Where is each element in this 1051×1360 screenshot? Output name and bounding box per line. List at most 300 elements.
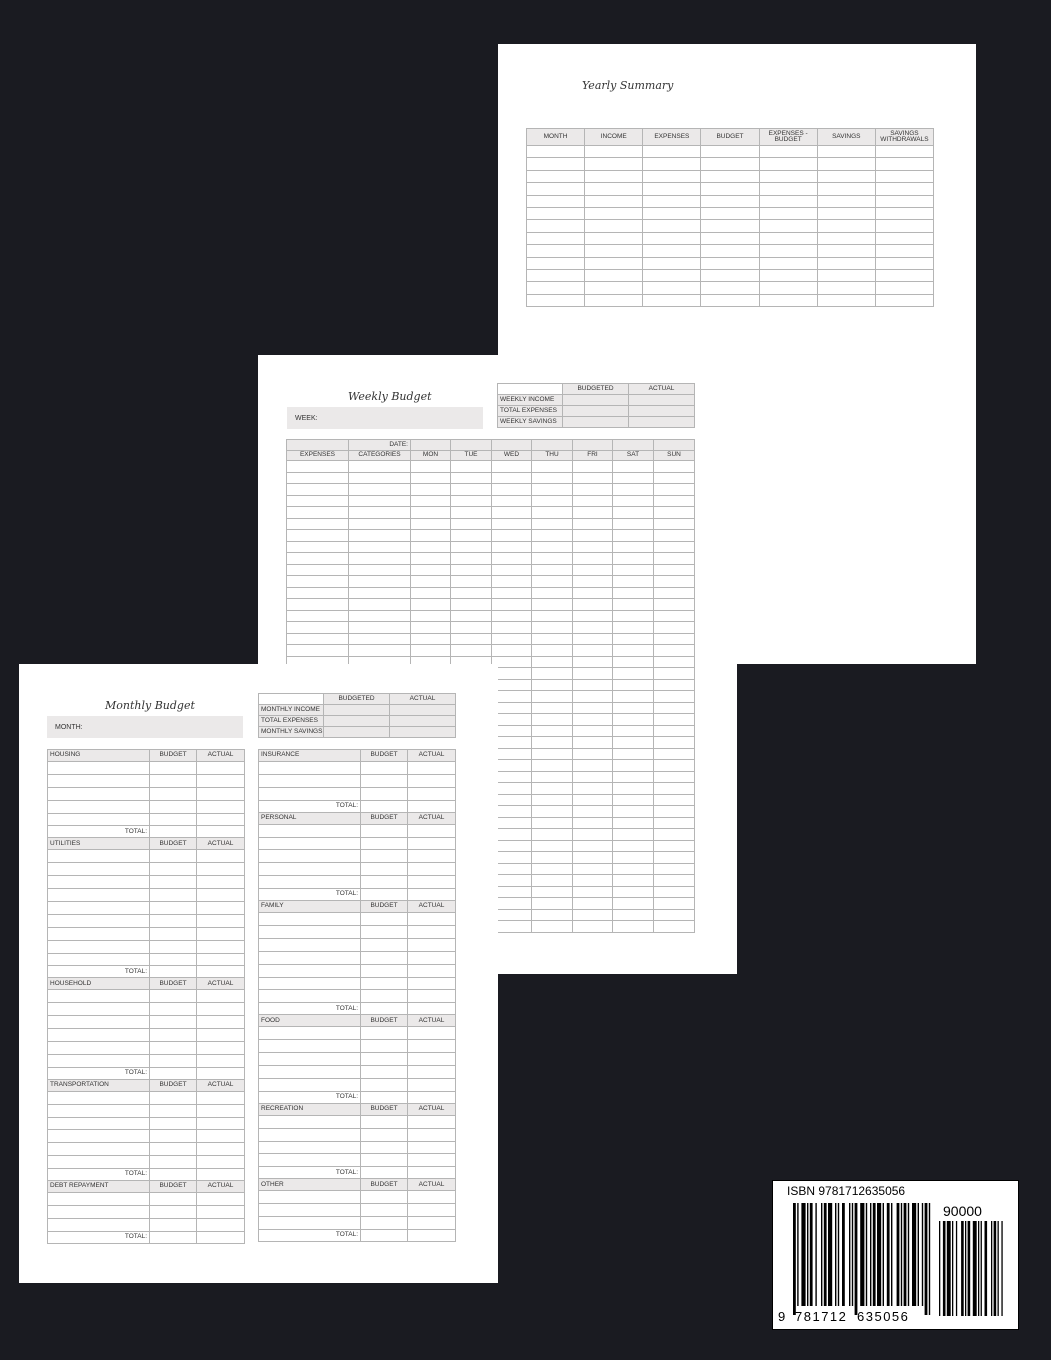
section-cell[interactable] <box>150 1193 197 1206</box>
weekly-cell[interactable] <box>411 507 451 519</box>
yearly-cell[interactable] <box>643 146 701 158</box>
weekly-cell[interactable] <box>654 484 695 496</box>
weekly-cell[interactable] <box>613 886 654 898</box>
weekly-cell[interactable] <box>573 587 613 599</box>
section-cell[interactable] <box>48 1091 150 1104</box>
yearly-cell[interactable] <box>701 294 759 306</box>
weekly-cell[interactable] <box>411 610 451 622</box>
weekly-cell[interactable] <box>287 541 349 553</box>
weekly-cell[interactable] <box>411 530 451 542</box>
section-cell[interactable] <box>48 940 150 953</box>
weekly-cell[interactable] <box>411 472 451 484</box>
weekly-summary-actual-cell[interactable] <box>629 406 695 417</box>
section-cell[interactable] <box>150 1206 197 1219</box>
weekly-cell[interactable] <box>532 829 573 841</box>
section-cell[interactable] <box>259 951 361 964</box>
weekly-cell[interactable] <box>287 599 349 611</box>
yearly-cell[interactable] <box>527 245 585 257</box>
section-total-budget[interactable] <box>361 1230 408 1242</box>
section-total-actual[interactable] <box>408 889 456 901</box>
weekly-cell[interactable] <box>411 645 451 657</box>
section-cell[interactable] <box>48 1193 150 1206</box>
weekly-cell[interactable] <box>492 633 532 645</box>
yearly-cell[interactable] <box>759 207 817 219</box>
yearly-cell[interactable] <box>527 257 585 269</box>
weekly-cell[interactable] <box>654 909 695 921</box>
section-cell[interactable] <box>361 1154 408 1167</box>
section-cell[interactable] <box>408 1217 456 1230</box>
yearly-cell[interactable] <box>701 245 759 257</box>
weekly-cell[interactable] <box>573 714 613 726</box>
weekly-cell[interactable] <box>287 495 349 507</box>
weekly-cell[interactable] <box>613 806 654 818</box>
weekly-cell[interactable] <box>654 898 695 910</box>
section-total-budget[interactable] <box>361 800 408 812</box>
weekly-cell[interactable] <box>532 679 573 691</box>
section-cell[interactable] <box>48 762 150 775</box>
section-cell[interactable] <box>361 926 408 939</box>
weekly-date-cell[interactable] <box>613 440 654 451</box>
yearly-cell[interactable] <box>817 220 875 232</box>
weekly-cell[interactable] <box>411 518 451 530</box>
weekly-cell[interactable] <box>613 622 654 634</box>
weekly-cell[interactable] <box>532 817 573 829</box>
monthly-summary-budgeted-cell[interactable] <box>324 727 390 738</box>
yearly-cell[interactable] <box>759 183 817 195</box>
weekly-cell[interactable] <box>451 541 492 553</box>
section-total-actual[interactable] <box>197 1067 245 1079</box>
weekly-cell[interactable] <box>287 587 349 599</box>
section-cell[interactable] <box>361 1217 408 1230</box>
weekly-cell[interactable] <box>573 691 613 703</box>
section-cell[interactable] <box>408 1040 456 1053</box>
yearly-cell[interactable] <box>817 294 875 306</box>
week-field[interactable] <box>287 407 483 429</box>
weekly-cell[interactable] <box>451 610 492 622</box>
weekly-cell[interactable] <box>573 461 613 473</box>
weekly-cell[interactable] <box>613 817 654 829</box>
weekly-cell[interactable] <box>573 921 613 933</box>
weekly-cell[interactable] <box>613 771 654 783</box>
weekly-cell[interactable] <box>287 633 349 645</box>
weekly-cell[interactable] <box>613 748 654 760</box>
yearly-cell[interactable] <box>817 207 875 219</box>
section-cell[interactable] <box>361 951 408 964</box>
weekly-cell[interactable] <box>613 909 654 921</box>
section-cell[interactable] <box>361 1027 408 1040</box>
section-cell[interactable] <box>197 953 245 966</box>
section-cell[interactable] <box>361 990 408 1003</box>
section-cell[interactable] <box>259 876 361 889</box>
weekly-cell[interactable] <box>573 564 613 576</box>
section-cell[interactable] <box>408 837 456 850</box>
section-cell[interactable] <box>150 889 197 902</box>
weekly-cell[interactable] <box>654 645 695 657</box>
yearly-cell[interactable] <box>875 282 933 294</box>
yearly-cell[interactable] <box>817 170 875 182</box>
section-cell[interactable] <box>150 1117 197 1130</box>
section-cell[interactable] <box>197 990 245 1003</box>
section-cell[interactable] <box>197 902 245 915</box>
yearly-cell[interactable] <box>585 146 643 158</box>
yearly-cell[interactable] <box>817 257 875 269</box>
weekly-cell[interactable] <box>287 576 349 588</box>
weekly-cell[interactable] <box>573 495 613 507</box>
weekly-cell[interactable] <box>349 484 411 496</box>
weekly-cell[interactable] <box>613 518 654 530</box>
section-cell[interactable] <box>259 1217 361 1230</box>
weekly-cell[interactable] <box>532 898 573 910</box>
weekly-cell[interactable] <box>532 599 573 611</box>
section-cell[interactable] <box>150 1143 197 1156</box>
yearly-cell[interactable] <box>585 183 643 195</box>
yearly-cell[interactable] <box>817 282 875 294</box>
yearly-cell[interactable] <box>817 245 875 257</box>
section-cell[interactable] <box>150 953 197 966</box>
weekly-cell[interactable] <box>573 507 613 519</box>
weekly-cell[interactable] <box>532 484 573 496</box>
weekly-cell[interactable] <box>532 507 573 519</box>
weekly-cell[interactable] <box>613 852 654 864</box>
yearly-cell[interactable] <box>701 282 759 294</box>
section-cell[interactable] <box>408 926 456 939</box>
weekly-cell[interactable] <box>287 518 349 530</box>
weekly-cell[interactable] <box>532 725 573 737</box>
section-cell[interactable] <box>408 1078 456 1091</box>
yearly-cell[interactable] <box>527 269 585 281</box>
section-cell[interactable] <box>361 1141 408 1154</box>
yearly-cell[interactable] <box>585 195 643 207</box>
weekly-cell[interactable] <box>654 541 695 553</box>
section-cell[interactable] <box>259 1066 361 1079</box>
yearly-cell[interactable] <box>701 183 759 195</box>
section-cell[interactable] <box>408 951 456 964</box>
weekly-cell[interactable] <box>451 622 492 634</box>
weekly-cell[interactable] <box>532 748 573 760</box>
weekly-cell[interactable] <box>613 564 654 576</box>
weekly-cell[interactable] <box>411 564 451 576</box>
section-cell[interactable] <box>150 902 197 915</box>
weekly-cell[interactable] <box>492 461 532 473</box>
weekly-cell[interactable] <box>532 553 573 565</box>
weekly-cell[interactable] <box>613 484 654 496</box>
yearly-cell[interactable] <box>875 257 933 269</box>
weekly-cell[interactable] <box>573 909 613 921</box>
weekly-cell[interactable] <box>654 472 695 484</box>
weekly-cell[interactable] <box>573 541 613 553</box>
weekly-cell[interactable] <box>573 817 613 829</box>
weekly-cell[interactable] <box>451 530 492 542</box>
weekly-cell[interactable] <box>654 840 695 852</box>
section-total-actual[interactable] <box>408 1091 456 1103</box>
section-cell[interactable] <box>197 1193 245 1206</box>
weekly-cell[interactable] <box>654 587 695 599</box>
monthly-summary-actual-cell[interactable] <box>390 727 456 738</box>
yearly-cell[interactable] <box>875 183 933 195</box>
weekly-cell[interactable] <box>451 484 492 496</box>
section-cell[interactable] <box>361 824 408 837</box>
section-total-actual[interactable] <box>197 826 245 838</box>
yearly-cell[interactable] <box>643 269 701 281</box>
section-total-actual[interactable] <box>197 1231 245 1243</box>
weekly-cell[interactable] <box>613 829 654 841</box>
weekly-cell[interactable] <box>451 553 492 565</box>
weekly-cell[interactable] <box>573 633 613 645</box>
section-cell[interactable] <box>48 1042 150 1055</box>
section-cell[interactable] <box>361 913 408 926</box>
weekly-cell[interactable] <box>573 472 613 484</box>
section-cell[interactable] <box>259 762 361 775</box>
weekly-cell[interactable] <box>654 829 695 841</box>
section-cell[interactable] <box>361 850 408 863</box>
yearly-cell[interactable] <box>643 245 701 257</box>
weekly-cell[interactable] <box>654 610 695 622</box>
yearly-cell[interactable] <box>817 195 875 207</box>
yearly-cell[interactable] <box>701 232 759 244</box>
section-cell[interactable] <box>408 774 456 787</box>
weekly-cell[interactable] <box>492 507 532 519</box>
weekly-cell[interactable] <box>492 484 532 496</box>
section-total-budget[interactable] <box>150 966 197 978</box>
weekly-cell[interactable] <box>573 656 613 668</box>
weekly-cell[interactable] <box>654 714 695 726</box>
section-cell[interactable] <box>48 800 150 813</box>
weekly-cell[interactable] <box>532 610 573 622</box>
weekly-cell[interactable] <box>411 633 451 645</box>
section-cell[interactable] <box>48 990 150 1003</box>
section-cell[interactable] <box>197 1130 245 1143</box>
weekly-cell[interactable] <box>349 622 411 634</box>
weekly-cell[interactable] <box>532 794 573 806</box>
weekly-cell[interactable] <box>654 748 695 760</box>
yearly-cell[interactable] <box>643 170 701 182</box>
section-cell[interactable] <box>150 813 197 826</box>
weekly-cell[interactable] <box>654 817 695 829</box>
weekly-cell[interactable] <box>613 553 654 565</box>
yearly-cell[interactable] <box>875 245 933 257</box>
weekly-cell[interactable] <box>654 599 695 611</box>
weekly-cell[interactable] <box>532 495 573 507</box>
weekly-cell[interactable] <box>492 645 532 657</box>
section-cell[interactable] <box>48 863 150 876</box>
section-cell[interactable] <box>150 1156 197 1169</box>
weekly-cell[interactable] <box>573 898 613 910</box>
section-total-budget[interactable] <box>361 1003 408 1015</box>
weekly-cell[interactable] <box>349 495 411 507</box>
yearly-cell[interactable] <box>643 183 701 195</box>
weekly-cell[interactable] <box>451 507 492 519</box>
section-cell[interactable] <box>197 1003 245 1016</box>
weekly-cell[interactable] <box>573 863 613 875</box>
section-cell[interactable] <box>259 977 361 990</box>
section-cell[interactable] <box>150 1054 197 1067</box>
section-cell[interactable] <box>197 1029 245 1042</box>
weekly-cell[interactable] <box>451 564 492 576</box>
weekly-cell[interactable] <box>349 507 411 519</box>
yearly-cell[interactable] <box>701 158 759 170</box>
weekly-cell[interactable] <box>532 863 573 875</box>
weekly-cell[interactable] <box>492 472 532 484</box>
weekly-cell[interactable] <box>451 599 492 611</box>
weekly-cell[interactable] <box>654 518 695 530</box>
yearly-cell[interactable] <box>527 170 585 182</box>
weekly-cell[interactable] <box>654 633 695 645</box>
section-total-budget[interactable] <box>150 826 197 838</box>
section-cell[interactable] <box>361 762 408 775</box>
section-cell[interactable] <box>197 762 245 775</box>
weekly-cell[interactable] <box>349 587 411 599</box>
section-cell[interactable] <box>197 813 245 826</box>
weekly-cell[interactable] <box>349 553 411 565</box>
weekly-cell[interactable] <box>654 806 695 818</box>
yearly-cell[interactable] <box>527 195 585 207</box>
yearly-cell[interactable] <box>759 257 817 269</box>
weekly-cell[interactable] <box>287 461 349 473</box>
section-cell[interactable] <box>361 863 408 876</box>
yearly-cell[interactable] <box>875 195 933 207</box>
weekly-cell[interactable] <box>573 725 613 737</box>
weekly-cell[interactable] <box>573 760 613 772</box>
weekly-cell[interactable] <box>287 507 349 519</box>
section-cell[interactable] <box>48 927 150 940</box>
weekly-cell[interactable] <box>573 668 613 680</box>
weekly-cell[interactable] <box>613 599 654 611</box>
weekly-cell[interactable] <box>613 472 654 484</box>
weekly-cell[interactable] <box>532 760 573 772</box>
section-cell[interactable] <box>197 1156 245 1169</box>
weekly-cell[interactable] <box>573 679 613 691</box>
yearly-cell[interactable] <box>875 158 933 170</box>
section-cell[interactable] <box>150 876 197 889</box>
yearly-cell[interactable] <box>527 183 585 195</box>
yearly-cell[interactable] <box>585 158 643 170</box>
yearly-cell[interactable] <box>701 170 759 182</box>
weekly-cell[interactable] <box>492 599 532 611</box>
section-total-budget[interactable] <box>150 1169 197 1181</box>
weekly-cell[interactable] <box>613 840 654 852</box>
section-total-actual[interactable] <box>197 966 245 978</box>
section-total-budget[interactable] <box>150 1067 197 1079</box>
weekly-cell[interactable] <box>613 863 654 875</box>
yearly-cell[interactable] <box>643 232 701 244</box>
section-cell[interactable] <box>48 1206 150 1219</box>
section-cell[interactable] <box>48 914 150 927</box>
weekly-cell[interactable] <box>532 541 573 553</box>
weekly-cell[interactable] <box>573 530 613 542</box>
weekly-cell[interactable] <box>613 875 654 887</box>
month-field[interactable] <box>47 716 243 738</box>
weekly-cell[interactable] <box>411 599 451 611</box>
section-cell[interactable] <box>408 990 456 1003</box>
section-total-budget[interactable] <box>150 1231 197 1243</box>
section-cell[interactable] <box>259 1053 361 1066</box>
section-cell[interactable] <box>197 1206 245 1219</box>
weekly-cell[interactable] <box>451 495 492 507</box>
yearly-cell[interactable] <box>817 146 875 158</box>
section-cell[interactable] <box>408 964 456 977</box>
weekly-cell[interactable] <box>654 737 695 749</box>
weekly-cell[interactable] <box>411 495 451 507</box>
section-cell[interactable] <box>48 1117 150 1130</box>
weekly-cell[interactable] <box>654 691 695 703</box>
yearly-cell[interactable] <box>585 257 643 269</box>
yearly-cell[interactable] <box>585 220 643 232</box>
section-cell[interactable] <box>408 1027 456 1040</box>
weekly-date-cell[interactable] <box>654 440 695 451</box>
section-cell[interactable] <box>361 964 408 977</box>
weekly-cell[interactable] <box>451 587 492 599</box>
yearly-cell[interactable] <box>585 232 643 244</box>
weekly-cell[interactable] <box>532 461 573 473</box>
weekly-cell[interactable] <box>532 852 573 864</box>
section-cell[interactable] <box>150 787 197 800</box>
weekly-cell[interactable] <box>573 599 613 611</box>
weekly-cell[interactable] <box>573 794 613 806</box>
section-cell[interactable] <box>150 940 197 953</box>
weekly-cell[interactable] <box>654 886 695 898</box>
weekly-cell[interactable] <box>532 771 573 783</box>
section-cell[interactable] <box>259 1027 361 1040</box>
weekly-summary-budgeted-cell[interactable] <box>563 417 629 428</box>
section-cell[interactable] <box>197 1104 245 1117</box>
section-cell[interactable] <box>361 1053 408 1066</box>
section-cell[interactable] <box>259 926 361 939</box>
section-cell[interactable] <box>259 938 361 951</box>
weekly-summary-actual-cell[interactable] <box>629 417 695 428</box>
section-cell[interactable] <box>197 863 245 876</box>
weekly-cell[interactable] <box>654 530 695 542</box>
weekly-cell[interactable] <box>613 656 654 668</box>
weekly-cell[interactable] <box>451 633 492 645</box>
section-cell[interactable] <box>150 863 197 876</box>
weekly-cell[interactable] <box>532 530 573 542</box>
yearly-cell[interactable] <box>643 220 701 232</box>
section-total-actual[interactable] <box>197 1169 245 1181</box>
yearly-cell[interactable] <box>643 294 701 306</box>
weekly-cell[interactable] <box>532 691 573 703</box>
weekly-date-cell[interactable] <box>532 440 573 451</box>
weekly-cell[interactable] <box>654 668 695 680</box>
weekly-date-cell[interactable] <box>451 440 492 451</box>
weekly-summary-budgeted-cell[interactable] <box>563 395 629 406</box>
section-cell[interactable] <box>408 913 456 926</box>
section-cell[interactable] <box>361 1066 408 1079</box>
section-cell[interactable] <box>48 850 150 863</box>
section-total-budget[interactable] <box>361 889 408 901</box>
weekly-cell[interactable] <box>613 760 654 772</box>
yearly-cell[interactable] <box>759 146 817 158</box>
weekly-cell[interactable] <box>654 656 695 668</box>
weekly-cell[interactable] <box>573 576 613 588</box>
weekly-cell[interactable] <box>573 875 613 887</box>
weekly-cell[interactable] <box>451 576 492 588</box>
section-cell[interactable] <box>408 1154 456 1167</box>
section-cell[interactable] <box>259 1154 361 1167</box>
weekly-cell[interactable] <box>654 863 695 875</box>
yearly-cell[interactable] <box>527 158 585 170</box>
weekly-cell[interactable] <box>654 921 695 933</box>
yearly-cell[interactable] <box>701 257 759 269</box>
weekly-cell[interactable] <box>532 714 573 726</box>
section-cell[interactable] <box>150 914 197 927</box>
section-cell[interactable] <box>408 787 456 800</box>
weekly-cell[interactable] <box>532 622 573 634</box>
weekly-cell[interactable] <box>613 633 654 645</box>
section-cell[interactable] <box>150 1218 197 1231</box>
section-cell[interactable] <box>408 977 456 990</box>
weekly-date-cell[interactable] <box>573 440 613 451</box>
section-cell[interactable] <box>48 953 150 966</box>
